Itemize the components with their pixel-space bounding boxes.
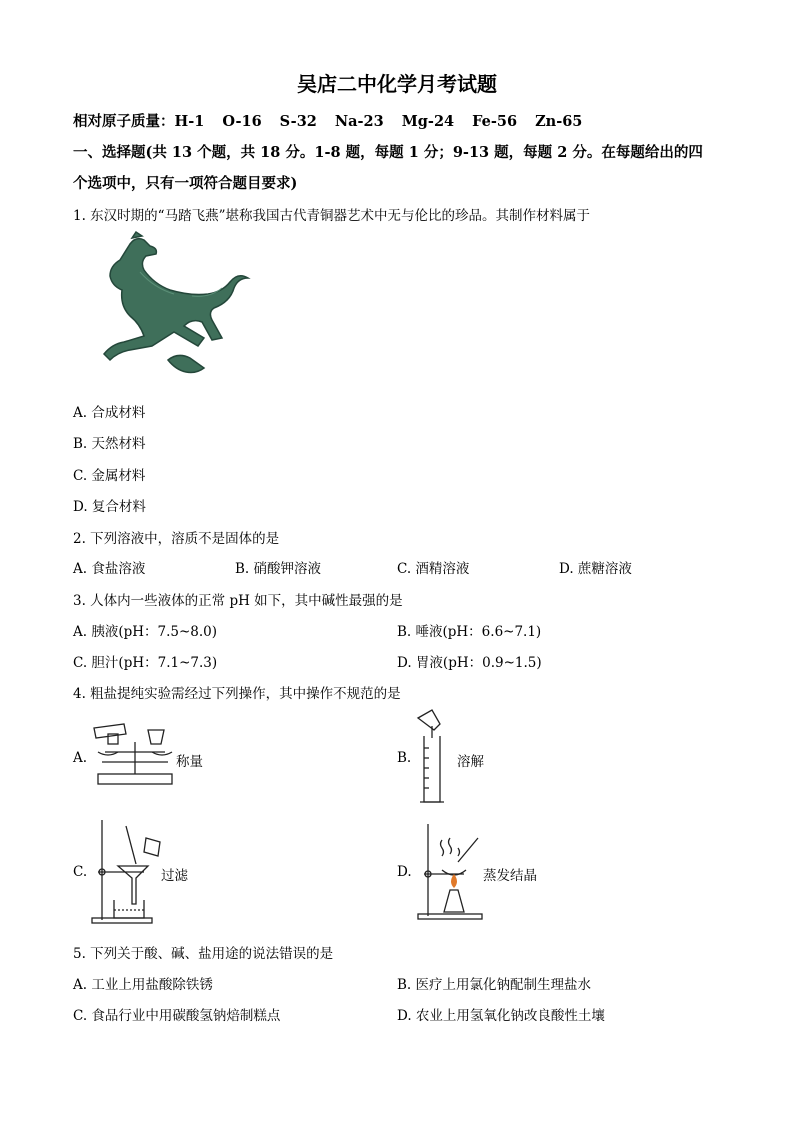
q3-option-c: C. 胆汁(pH：7.1~7.3) bbox=[73, 655, 218, 671]
q1-option-c: C. 金属材料 bbox=[73, 468, 146, 484]
evaporation-apparatus-icon bbox=[414, 822, 486, 922]
q4-option-b-letter: B. bbox=[397, 750, 412, 766]
q5-option-c: C. 食品行业中用碳酸氢钠焙制糕点 bbox=[73, 1008, 281, 1024]
atomic-mass-item: S-32 bbox=[279, 113, 317, 130]
atomic-mass-line bbox=[73, 110, 600, 131]
atomic-mass-item: Na-23 bbox=[334, 113, 384, 130]
atomic-mass-item: Mg-24 bbox=[401, 113, 455, 130]
q4-option-d-letter: D. bbox=[397, 864, 412, 880]
q5-option-a: A. 工业上用盐酸除铁锈 bbox=[73, 977, 213, 993]
section-heading-line1: 一、选择题(共 13 个题，共 18 分。1-8 题，每题 1 分；9-13 题，每题 2 分。在每题给出的四 bbox=[73, 144, 703, 161]
question-1-stem: 1. 东汉时期的“马踏飞燕”堪称我国古代青铜器艺术中无与伦比的珍品。其制作材料属于 bbox=[73, 208, 590, 224]
q4-option-b-label: 溶解 bbox=[457, 754, 484, 770]
q4-option-c-letter: C. bbox=[73, 864, 88, 880]
q5-option-d: D. 农业上用氢氧化钠改良酸性土壤 bbox=[397, 1008, 605, 1024]
atomic-mass-item: Zn-65 bbox=[535, 113, 583, 130]
question-3-stem: 3. 人体内一些液体的正常 pH 如下，其中碱性最强的是 bbox=[73, 593, 403, 609]
atomic-mass-label: 相对原子质量： bbox=[73, 113, 175, 130]
question-4-stem: 4. 粗盐提纯实验需经过下列操作，其中操作不规范的是 bbox=[73, 686, 401, 702]
filtration-apparatus-icon bbox=[88, 818, 168, 924]
q2-option-a: A. 食盐溶液 bbox=[73, 561, 146, 577]
q3-option-d: D. 胃液(pH：0.9~1.5) bbox=[397, 655, 542, 671]
q1-option-b: B. 天然材料 bbox=[73, 436, 146, 452]
q3-option-a: A. 胰液(pH：7.5~8.0) bbox=[73, 624, 218, 640]
section-heading-line2: 个选项中，只有一项符合题目要求) bbox=[73, 175, 298, 192]
question-2-stem: 2. 下列溶液中，溶质不是固体的是 bbox=[73, 531, 280, 547]
q1-option-d: D. 复合材料 bbox=[73, 499, 146, 515]
q1-option-a: A. 合成材料 bbox=[73, 405, 146, 421]
q3-option-b: B. 唾液(pH：6.6~7.1) bbox=[397, 624, 542, 640]
page-title: 吴店二中化学月考试题 bbox=[297, 72, 497, 96]
q2-option-b: B. 硝酸钾溶液 bbox=[235, 561, 322, 577]
q4-option-d-label: 蒸发结晶 bbox=[483, 868, 537, 884]
bronze-horse-image bbox=[72, 232, 262, 390]
q4-option-a-letter: A. bbox=[73, 750, 88, 766]
graduated-cylinder-icon bbox=[414, 708, 454, 806]
atomic-mass-item: Fe-56 bbox=[472, 113, 518, 130]
q2-option-c: C. 酒精溶液 bbox=[397, 561, 470, 577]
q5-option-b: B. 医疗上用氯化钠配制生理盐水 bbox=[397, 977, 592, 993]
balance-scale-icon bbox=[90, 722, 180, 788]
atomic-mass-item: O-16 bbox=[222, 113, 262, 130]
atomic-mass-item: H-1 bbox=[174, 113, 205, 130]
q4-option-a-label: 称量 bbox=[176, 754, 203, 770]
question-5-stem: 5. 下列关于酸、碱、盐用途的说法错误的是 bbox=[73, 946, 334, 962]
q4-option-c-label: 过滤 bbox=[161, 868, 188, 884]
q2-option-d: D. 蔗糖溶液 bbox=[559, 561, 632, 577]
